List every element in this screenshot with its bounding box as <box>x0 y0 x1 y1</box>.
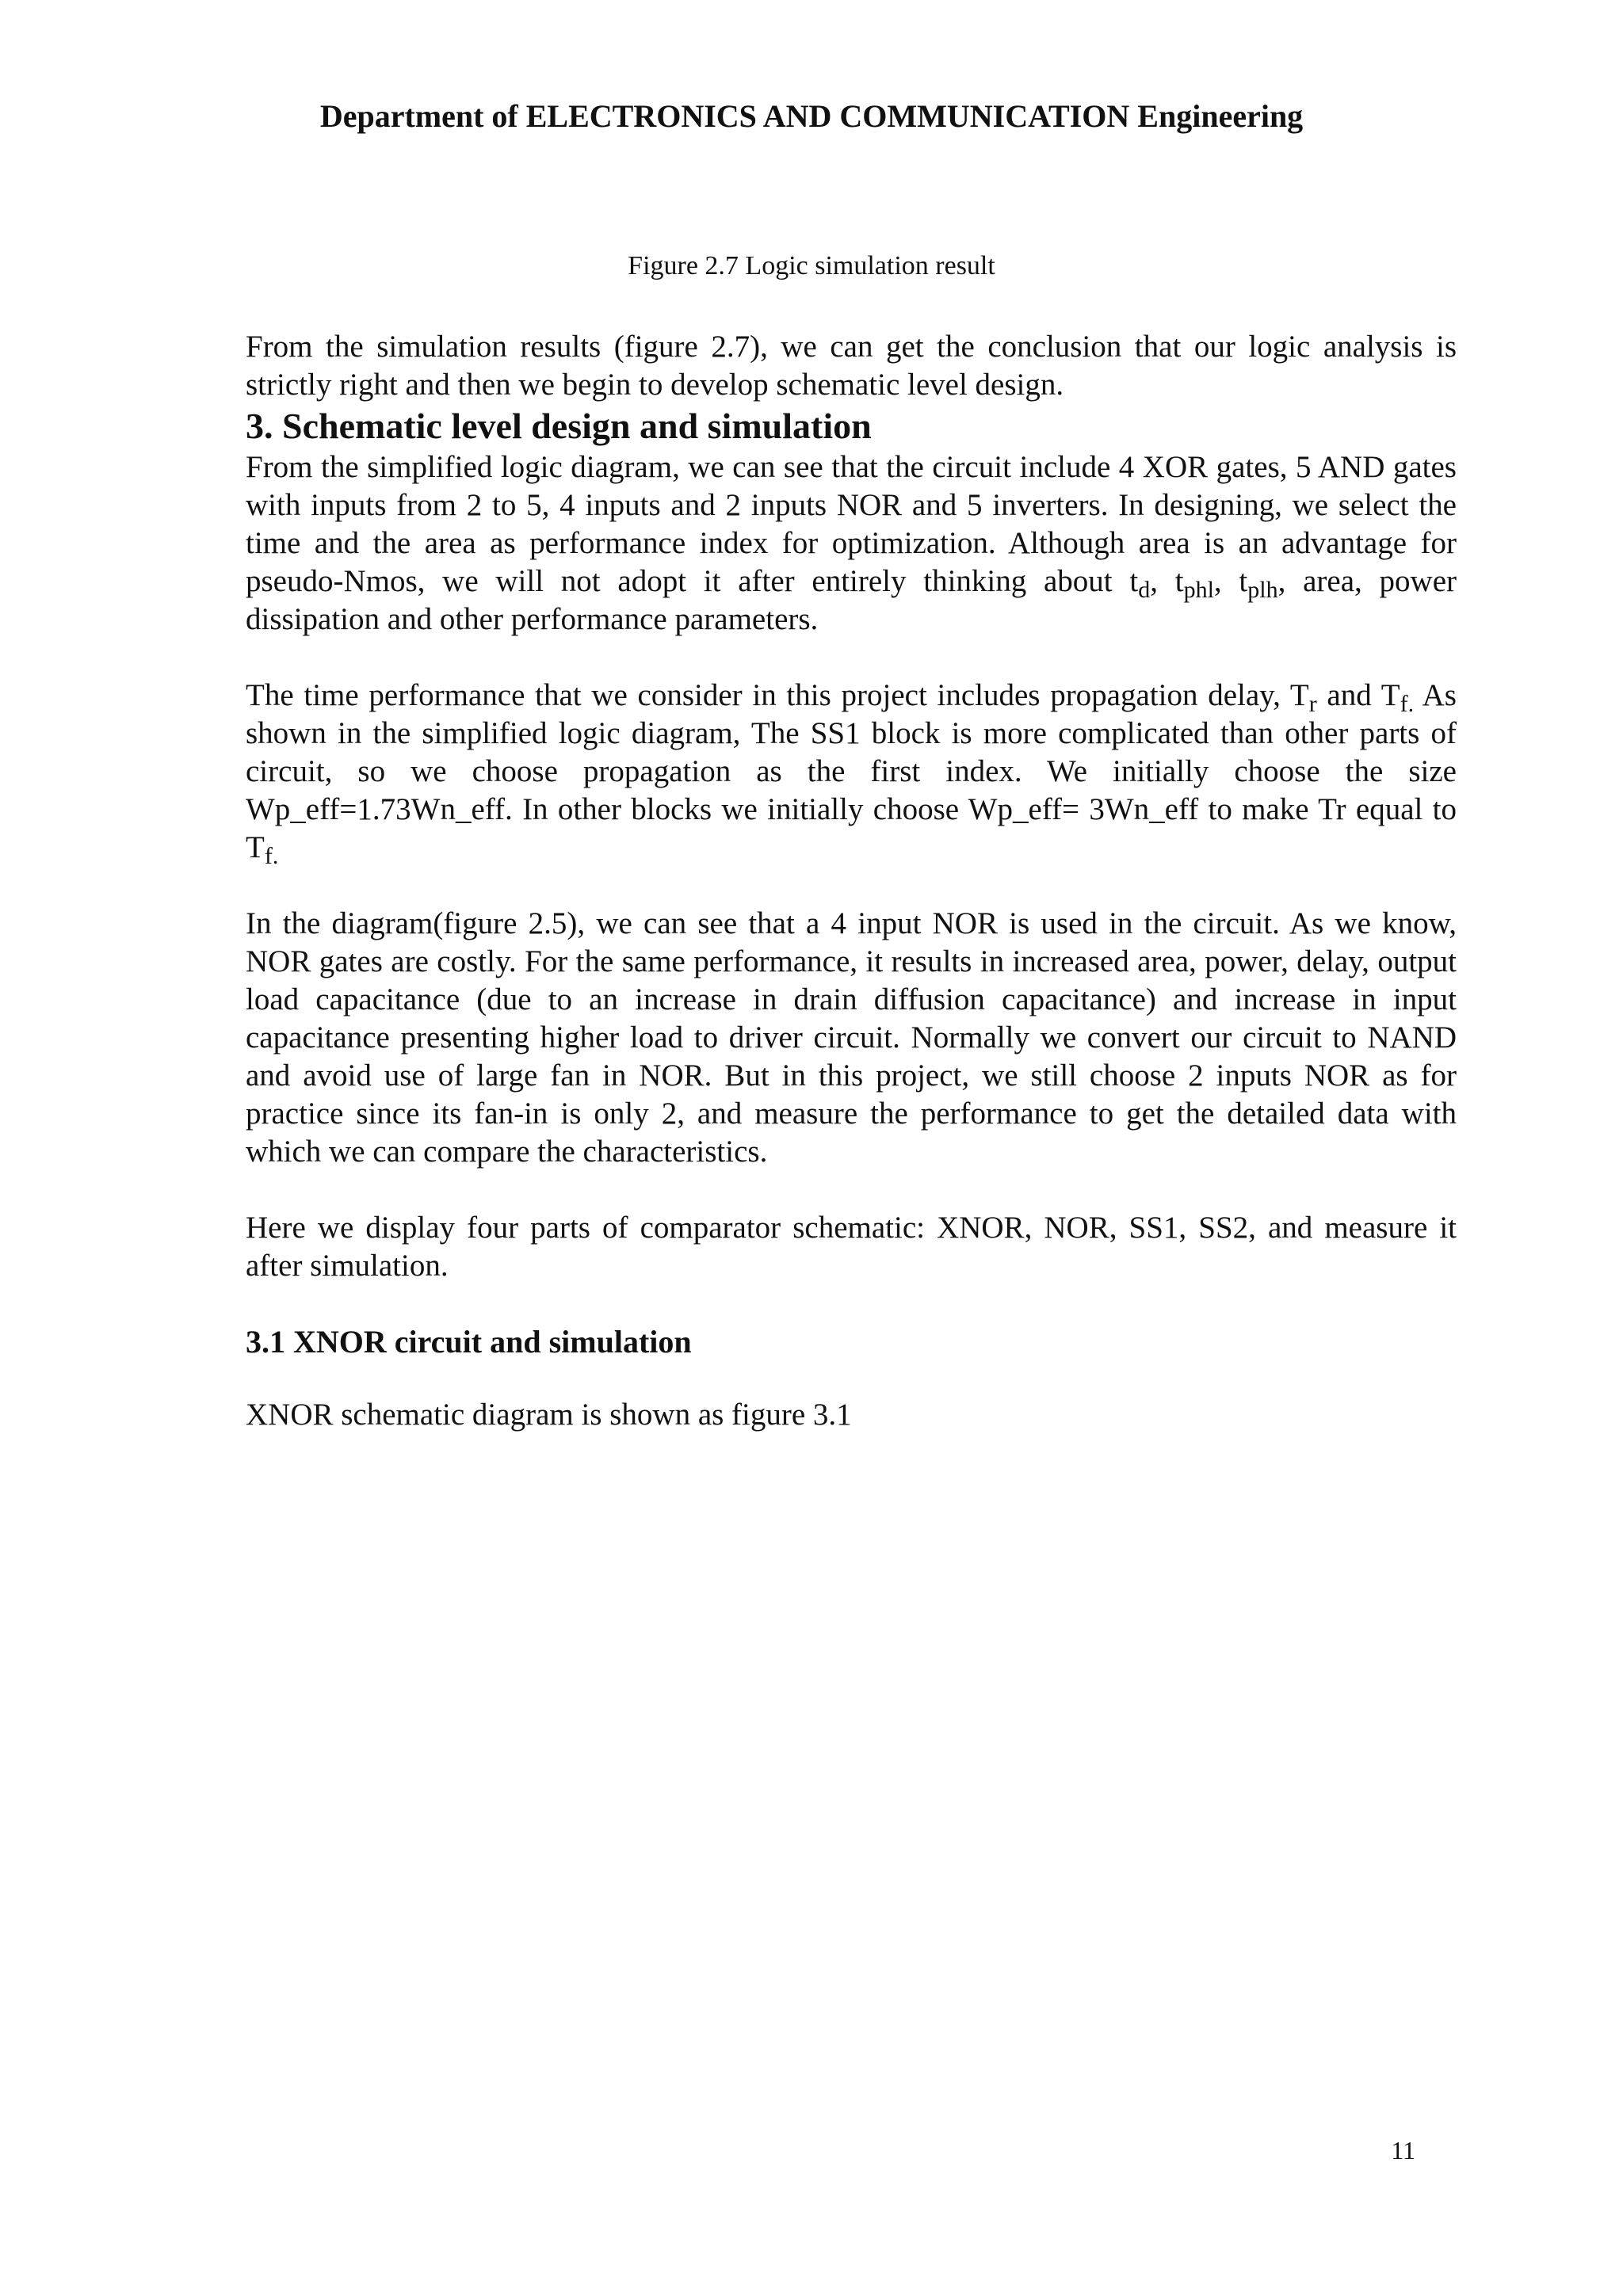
page-number: 11 <box>1391 2136 1415 2164</box>
subscript-f: f. <box>1400 691 1415 717</box>
section-3-heading: 3. Schematic level design and simulation <box>246 406 872 446</box>
paragraph-section3-1-intro: XNOR schematic diagram is shown as figure 3.1 <box>246 1398 852 1432</box>
spacer <box>246 1285 1457 1323</box>
paragraph-text: and T <box>1316 678 1400 712</box>
section-3-1-heading: 3.1 XNOR circuit and simulation <box>246 1324 692 1360</box>
separator: , t <box>1213 564 1248 598</box>
subscript-f: f. <box>264 843 279 869</box>
paragraph-section3-4: Here we display four parts of comparator schematic: XNOR, NOR, SS1, SS2, and measure it after simulation. <box>246 1211 1457 1283</box>
page-header: Department of ELECTRONICS AND COMMUNICATION Engineering <box>319 98 1304 134</box>
paragraph-section3-2 <box>246 677 1457 867</box>
subscript-phl: phl <box>1183 577 1214 603</box>
separator: , t <box>1150 564 1184 598</box>
figure-caption: Figure 2.7 Logic simulation result <box>628 251 995 280</box>
spacer <box>246 1171 1457 1209</box>
paragraph-text: As shown in the simplified logic diagram, The SS1 block is more complicated than other parts of circuit, so we choose propagation as the first index. We initially choose the size Wp_eff=1.73Wn_eff. In other blocks we initially choose Wp_eff= 3Wn_eff to make Tr equal to T <box>246 678 1457 864</box>
paragraph-text: From the simplified logic diagram, we can see that the circuit include 4 XOR gates, 5 AND gates with inputs from 2 to 5, 4 inputs and 2 inputs NOR and 5 inverters. In designing, we select the time and the area as performance index for optimization. Although area is an advantage for pseudo-Nmos, we will not adopt it after entirely thinking about t <box>246 450 1457 598</box>
subscript-d: d <box>1138 577 1151 603</box>
spacer <box>246 1361 1457 1396</box>
spacer <box>246 639 1457 677</box>
paragraph-text: , area, power dissipation and other performance parameters. <box>246 564 1457 636</box>
paragraph-conclusion: From the simulation results (figure 2.7), we can get the conclusion that our logic analysis is strictly right and then we begin to develop schematic level design. <box>246 330 1457 402</box>
paragraph-section3-1 <box>246 448 1457 639</box>
subscript-r: r <box>1308 691 1317 717</box>
paragraph-section3-3: In the diagram(figure 2.5), we can see that a 4 input NOR is used in the circuit. As we know, NOR gates are costly. For the same performance, it results in increased area, power, delay, output load capacitance (due to an increase in drain diffusion capacitance) and increase in input capacitance presenting higher load to driver circuit. Normally we convert our circuit to NAND and avoid use of large fan in NOR. But in this project, we still choose 2 inputs NOR as for practice since its fan-in is only 2, and measure the performance to get the detailed data with which we can compare the characteristics. <box>246 906 1457 1169</box>
paragraph-text: The time performance that we consider in this project includes propagation delay, T <box>246 678 1309 712</box>
subscript-plh: plh <box>1247 577 1278 603</box>
spacer <box>246 867 1457 905</box>
main-content <box>246 328 1457 1434</box>
